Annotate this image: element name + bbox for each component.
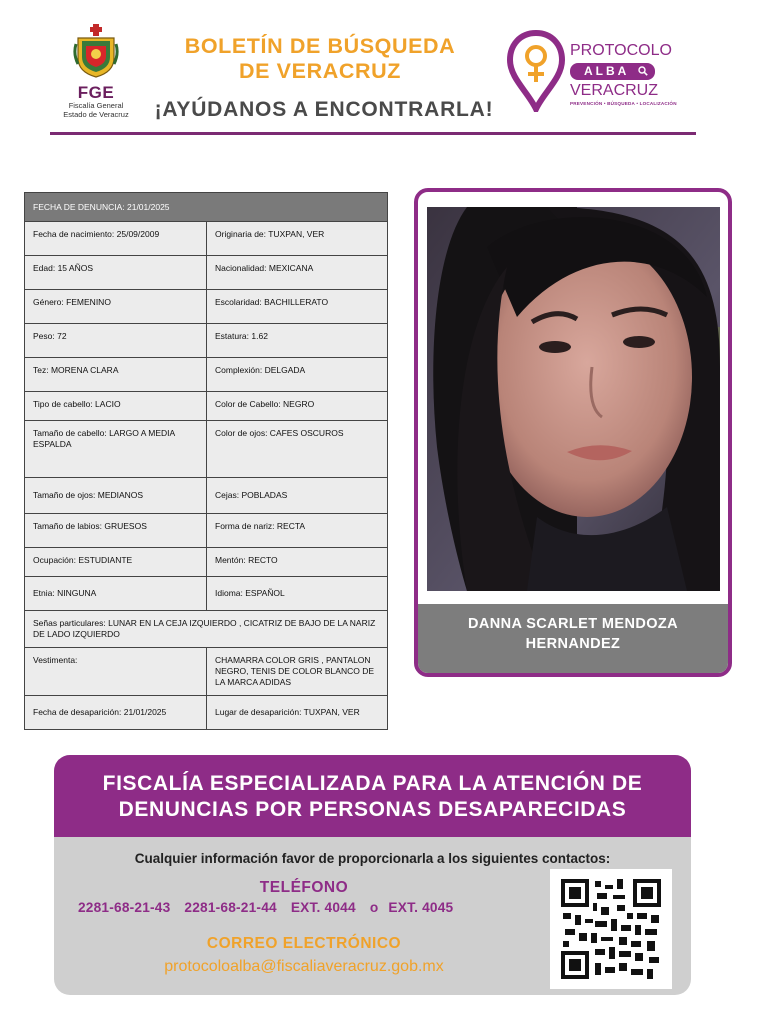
- disappearance-place: Lugar de desaparición: TUXPAN, VER: [207, 696, 388, 730]
- contact-box: [54, 755, 691, 995]
- fge-abbreviation: FGE: [77, 83, 115, 102]
- name-line2: HERNANDEZ: [525, 636, 621, 652]
- table-cell: Idioma: ESPAÑOL: [207, 577, 388, 611]
- extension-2: EXT. 4045: [388, 900, 454, 915]
- table-cell: Tamaño de cabello: LARGO A MEDIA ESPALDA: [25, 421, 207, 478]
- table-cell: Color de Cabello: NEGRO: [207, 392, 388, 421]
- bulletin-title: [150, 34, 490, 84]
- alba-line3: VERACRUZ: [570, 82, 659, 99]
- table-cell: Cejas: POBLADAS: [207, 478, 388, 514]
- phone-number-1[interactable]: 2281-68-21-43: [78, 900, 171, 915]
- fge-name-line1: Fiscalía General: [68, 101, 124, 110]
- contact-lead: Cualquier información favor de proporcionarla a los siguientes contactos:: [134, 851, 611, 866]
- photo-card: [414, 188, 732, 677]
- table-cell: Edad: 15 AÑOS: [25, 256, 207, 290]
- qr-code[interactable]: [550, 869, 672, 989]
- distinguishing-marks: Señas particulares: LUNAR EN LA CEJA IZQUIERDO , CICATRIZ DE BAJO DE LA NARIZ DE LADO IZQUIERDO: [25, 611, 388, 648]
- name-line1: DANNA SCARLET MENDOZA: [467, 616, 679, 632]
- table-cell: Color de ojos: CAFES OSCUROS: [207, 421, 388, 478]
- bulletin-title-line2: DE VERACRUZ: [239, 59, 401, 83]
- magnifier-icon: [638, 66, 648, 76]
- bulletin-title-line1: BOLETÍN DE BÚSQUEDA: [184, 34, 456, 58]
- table-cell: Forma de nariz: RECTA: [207, 514, 388, 548]
- alba-pin-icon: [506, 30, 566, 112]
- table-cell: Tez: MORENA CLARA: [25, 358, 207, 392]
- clothing-value: CHAMARRA COLOR GRIS , PANTALON NEGRO, TENIS DE COLOR BLANCO DE LA MARCA ADIDAS: [207, 648, 388, 696]
- email-label: CORREO ELECTRÓNICO: [206, 935, 402, 952]
- bulletin-subtitle: ¡AYÚDANOS A ENCONTRARLA!: [154, 98, 494, 121]
- phone-label: TELÉFONO: [259, 879, 349, 896]
- table-cell: Tipo de cabello: LACIO: [25, 392, 207, 421]
- alba-line4: PREVENCIÓN • BÚSQUEDA • LOCALIZACIÓN: [570, 101, 677, 106]
- table-cell: Ocupación: ESTUDIANTE: [25, 548, 207, 577]
- email-address[interactable]: protocoloalba@fiscaliaveracruz.gob.mx: [164, 958, 444, 975]
- agency-heading: [54, 755, 691, 837]
- table-cell: Mentón: RECTO: [207, 548, 388, 577]
- disappearance-date: Fecha de desaparición: 21/01/2025: [25, 696, 207, 730]
- report-date: FECHA DE DENUNCIA: 21/01/2025: [25, 193, 388, 222]
- or-text: o: [369, 900, 379, 915]
- header-divider: [50, 132, 696, 135]
- person-info-table: [24, 192, 388, 730]
- table-cell: Nacionalidad: MEXICANA: [207, 256, 388, 290]
- table-cell: Peso: 72: [25, 324, 207, 358]
- agency-heading-line2: DENUNCIAS POR PERSONAS DESAPARECIDAS: [118, 798, 627, 821]
- clothing-label: Vestimenta:: [25, 648, 207, 696]
- table-cell: Tamaño de labios: GRUESOS: [25, 514, 207, 548]
- alba-line2: ALBA: [584, 64, 630, 78]
- table-cell: Tamaño de ojos: MEDIANOS: [25, 478, 207, 514]
- table-cell: Complexión: DELGADA: [207, 358, 388, 392]
- fge-logo: [56, 24, 136, 124]
- table-cell: Escolaridad: BACHILLERATO: [207, 290, 388, 324]
- female-symbol-icon: [527, 47, 545, 82]
- agency-heading-line1: FISCALÍA ESPECIALIZADA PARA LA ATENCIÓN DE: [102, 772, 643, 795]
- table-cell: Género: FEMENINO: [25, 290, 207, 324]
- phone-numbers: [78, 900, 568, 915]
- phone-number-2[interactable]: 2281-68-21-44: [184, 900, 277, 915]
- table-cell: Fecha de nacimiento: 25/09/2009: [25, 222, 207, 256]
- fge-name-line2: Estado de Veracruz: [63, 109, 129, 119]
- protocolo-alba-logo: [570, 42, 690, 106]
- extension-1: EXT. 4044: [290, 900, 356, 915]
- missing-person-photo: [427, 207, 720, 591]
- alba-badge: [570, 63, 655, 80]
- fge-crest-icon: [72, 24, 120, 78]
- table-cell: Originaria de: TUXPAN, VER: [207, 222, 388, 256]
- alba-line1: PROTOCOLO: [570, 42, 672, 59]
- table-cell: Etnia: NINGUNA: [25, 577, 207, 611]
- missing-person-name: [418, 604, 728, 673]
- table-cell: Estatura: 1.62: [207, 324, 388, 358]
